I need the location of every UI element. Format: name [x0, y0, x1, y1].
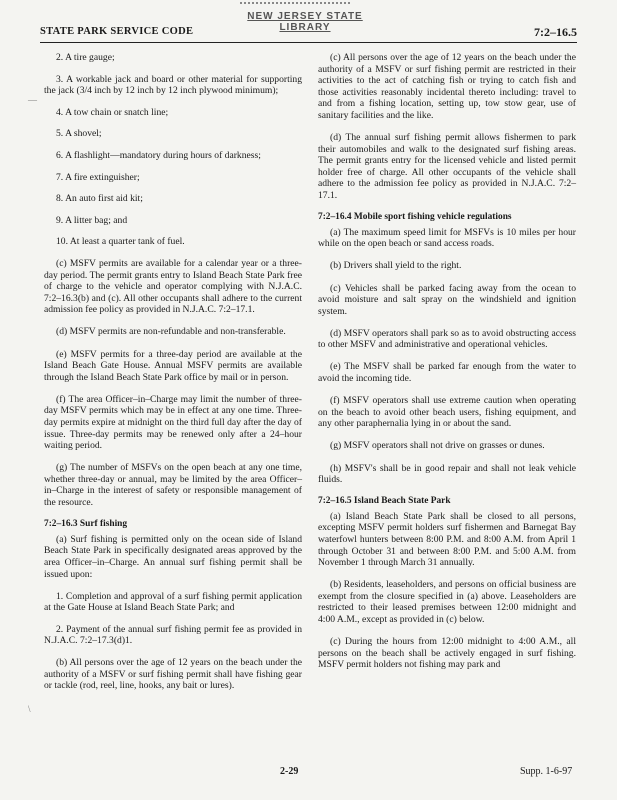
paragraph: (e) The MSFV shall be parked far enough from the water to avoid the incoming tide.	[318, 361, 576, 385]
list-item: 4. A tow chain or snatch line;	[56, 106, 169, 118]
paragraph: (c) All persons over the age of 12 years on the beach under the authority of a MSFV or surf fishing permit are restricted in their activities to the act of catching fish or trying to catch fish and those activities reasonably incidental thereto including: travel to and from a fishing location, setting up, tow stow gear, use of sanitary facilities and the like.	[318, 52, 576, 121]
margin-mark: —	[28, 95, 37, 105]
list-item: 9. A litter bag; and	[56, 214, 128, 226]
running-header	[40, 26, 577, 43]
list-item: 3. A workable jack and board or other material for supporting the jack (3/4 inch by 12 inch by 12 inch plywood minimum);	[44, 73, 302, 97]
list-item: 1. Completion and approval of a surf fishing permit application at the Gate House at Island Beach State Park; and	[44, 590, 302, 614]
library-stamp: NEW JERSEY STATE LIBRARY	[247, 11, 363, 33]
list-item: 10. At least a quarter tank of fuel.	[56, 236, 185, 248]
paragraph: (d) The annual surf fishing permit allows fishermen to park their automobiles and walk to the designated surf fishing areas. The permit grants entry for the licensed vehicle and listed permit holder free of charge. All other occupants of the vehicle shall adhere to the admission fee policy as provided in N.J.A.C. 7:2–17.1.	[318, 132, 576, 202]
paragraph: (a) The maximum speed limit for MSFVs is 10 miles per hour while on the open beach or sand access roads.	[318, 226, 576, 250]
list-item: 2. Payment of the annual surf fishing permit fee as provided in N.J.A.C. 7:2–17.3(d)1.	[44, 623, 302, 647]
paragraph: (a) Surf fishing is permitted only on the ocean side of Island Beach State Park in specifically designated areas approved by the area Officer–in–Charge. An annual surf fishing permit shall be issued upon:	[44, 533, 302, 580]
paragraph: (a) Island Beach State Park shall be closed to all persons, excepting MSFV permit holders surf fishermen and Barnegat Bay waterfowl hunters between 8:00 P.M. and 8:00 A.M. from April 1 through October 31 and between 8:00 P.M. and 5:00 A.M. from November 1 through March 31 annually.	[318, 510, 576, 569]
paragraph: (e) MSFV permits for a three-day period are available at the Island Beach Gate House. Annual MSFV permits are available through the Island Beach State Park office by mail or in person.	[44, 348, 302, 383]
paragraph: (b) Drivers shall yield to the right.	[330, 260, 462, 272]
header-section: 7:2–16.5	[534, 25, 577, 39]
paragraph: (d) MSFV permits are non-refundable and non-transferable.	[56, 326, 286, 338]
paragraph: (h) MSFV's shall be in good repair and shall not leak vehicle fluids.	[318, 462, 576, 486]
header-title: STATE PARK SERVICE CODE	[40, 26, 194, 37]
paragraph: (b) All persons over the age of 12 years on the beach under the authority of a MSFV or surf fishing permit shall have fishing gear or tackle (rod, reel, line, hooks, any bait or lures).	[44, 656, 302, 692]
paragraph: (c) During the hours from 12:00 midnight to 4:00 A.M., all persons on the beach shall be actively engaged in surf fishing. MSFV permit holders not fishing may park and	[318, 636, 576, 671]
list-item: 5. A shovel;	[56, 128, 102, 140]
margin-mark: \	[28, 704, 31, 714]
left-column	[44, 52, 302, 702]
paragraph: (g) The number of MSFVs on the open beach at any one time, whether three-day or annual, may be limited by the area Officer–in–Charge in the interest of safety or responsible management of the resource.	[44, 462, 302, 509]
paragraph: (f) MSFV operators shall use extreme caution when operating on the beach to avoid other beach users, fishing equipment, and any other paraphernalia lying in or about the sand.	[318, 395, 576, 430]
list-item: 7. A fire extinguisher;	[56, 171, 140, 183]
paragraph: (f) The area Officer–in–Charge may limit the number of three-day MSFV permits which may be in effect at any one time. Three-day permits expire at midnight on the third full day after the day of issue. Three-day permits may be renewed only after a 24–hour waiting period.	[44, 393, 302, 452]
list-item: 2. A tire gauge;	[56, 52, 115, 63]
page-number: 2-29	[280, 766, 299, 777]
section-heading: 7:2–16.4 Mobile sport fishing vehicle regulations	[318, 212, 512, 223]
section-heading: 7:2–16.3 Surf fishing	[44, 519, 128, 530]
section-heading: 7:2–16.5 Island Beach State Park	[318, 496, 451, 507]
paragraph: (d) MSFV operators shall park so as to avoid obstructing access to other MSFV and administrative and operational vehicles.	[318, 327, 576, 351]
paragraph: (b) Residents, leaseholders, and persons on official business are exempt from the closure specified in (a) above. Leaseholders are restricted to their leased premises between 12:00 midnight and 4:00 A.M., except as provided in (c) below.	[318, 579, 576, 626]
paragraph: (c) Vehicles shall be parked facing away from the ocean to avoid moisture and salt spray on the windshield and ignition system.	[318, 282, 576, 317]
list-item: 8. An auto first aid kit;	[56, 193, 143, 205]
paragraph: (g) MSFV operators shall not drive on grasses or dunes.	[330, 440, 545, 452]
right-column	[318, 52, 576, 681]
supplement-date: Supp. 1-6-97	[520, 766, 573, 777]
list-item: 6. A flashlight—mandatory during hours of darkness;	[56, 149, 261, 161]
paragraph: (c) MSFV permits are available for a calendar year or a three-day period. The permit grants entry to Island Beach State Park free of charge to the vehicle and operator complying with N.J.A.C. 7:2–16.3(b) and (c). All other occupants shall adhere to the current admission fee policy as provided in N.J.A.C. 7:2–17.1.	[44, 257, 302, 316]
